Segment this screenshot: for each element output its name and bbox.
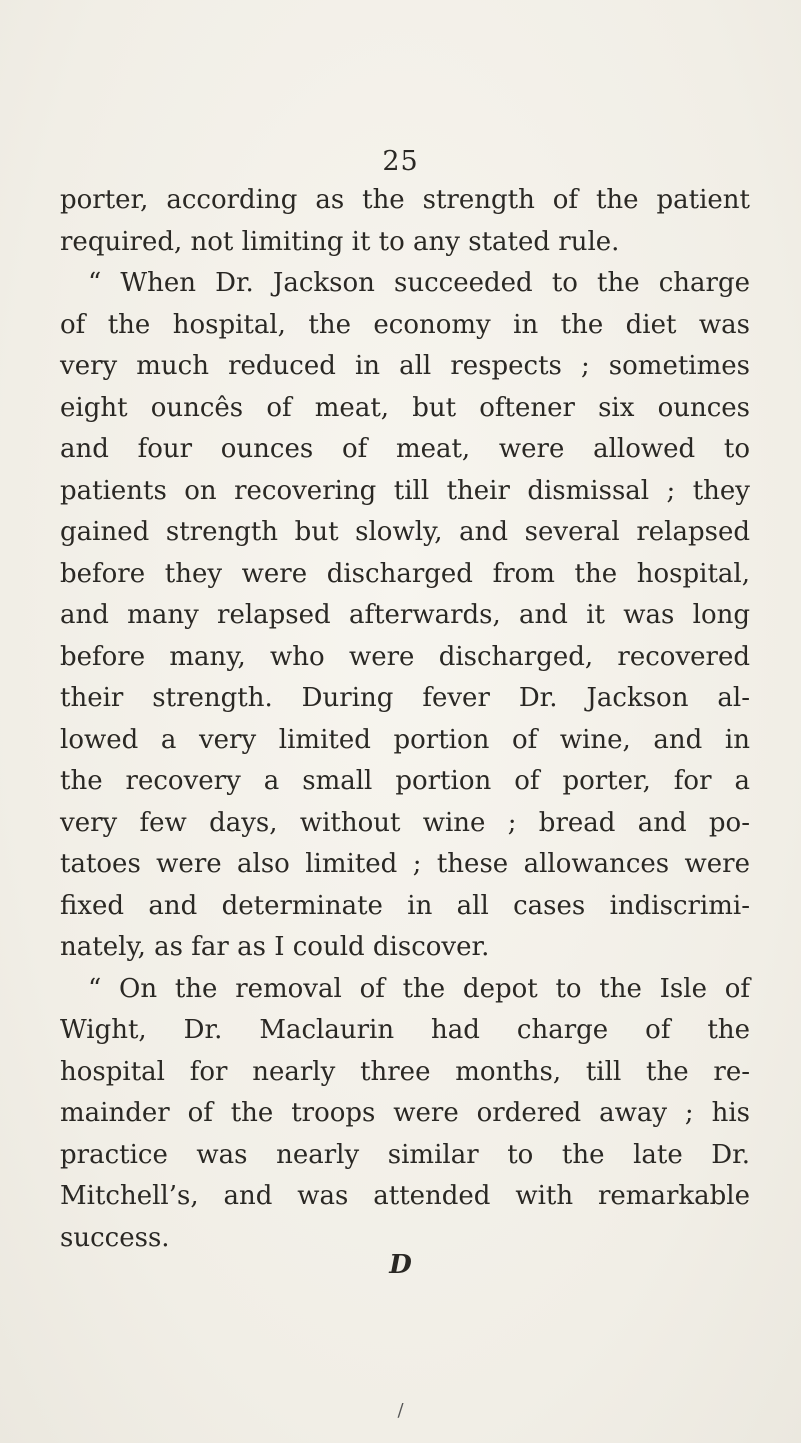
text-line: porter, according as the strength of the patient [60, 185, 750, 215]
text-line: hospital for nearly three months, till the re- [60, 1056, 750, 1087]
page-number: 25 [382, 146, 419, 177]
text-line: success. [60, 1222, 170, 1253]
text-line: the recovery a small portion of porter, for a [60, 766, 750, 796]
text-line: Wight, Dr. Maclaurin had charge of the [60, 1015, 750, 1045]
text-line: eight ouncês of meat, but oftener six ounces [60, 392, 750, 423]
body-text [60, 180, 750, 1259]
text-line: lowed a very limited portion of wine, and in [60, 724, 750, 755]
text-line: before they were discharged from the hospital, [60, 558, 750, 589]
text-line: required, not limiting it to any stated rule. [60, 226, 620, 257]
text-line: “ On the removal of the depot to the Isle of [88, 973, 750, 1004]
bottom-mark: / [397, 1400, 404, 1421]
text-line: mainder of the troops were ordered away ; his [60, 1098, 750, 1128]
text-line: very much reduced in all respects ; sometimes [60, 351, 750, 381]
text-line: before many, who were discharged, recovered [60, 641, 750, 672]
text-line: Mitchell’s, and was attended with remarkable [60, 1181, 750, 1211]
text-line: tatoes were also limited ; these allowances were [60, 849, 750, 879]
signature-mark: D [389, 1250, 412, 1280]
text-line: fixed and determinate in all cases indiscrimi- [60, 890, 750, 921]
text-line: “ When Dr. Jackson succeeded to the charge [88, 268, 750, 298]
text-line: patients on recovering till their dismissal ; they [60, 475, 750, 506]
text-line: and many relapsed afterwards, and it was long [60, 600, 750, 630]
text-line: of the hospital, the economy in the diet was [60, 309, 750, 340]
text-line: nately, as far as I could discover. [60, 932, 490, 962]
text-line: their strength. During fever Dr. Jackson al- [60, 683, 750, 713]
text-line: gained strength but slowly, and several relapsed [60, 517, 750, 547]
text-line: very few days, without wine ; bread and po- [60, 807, 750, 838]
text-line: practice was nearly similar to the late Dr. [60, 1139, 750, 1170]
text-line: and four ounces of meat, were allowed to [60, 434, 750, 464]
